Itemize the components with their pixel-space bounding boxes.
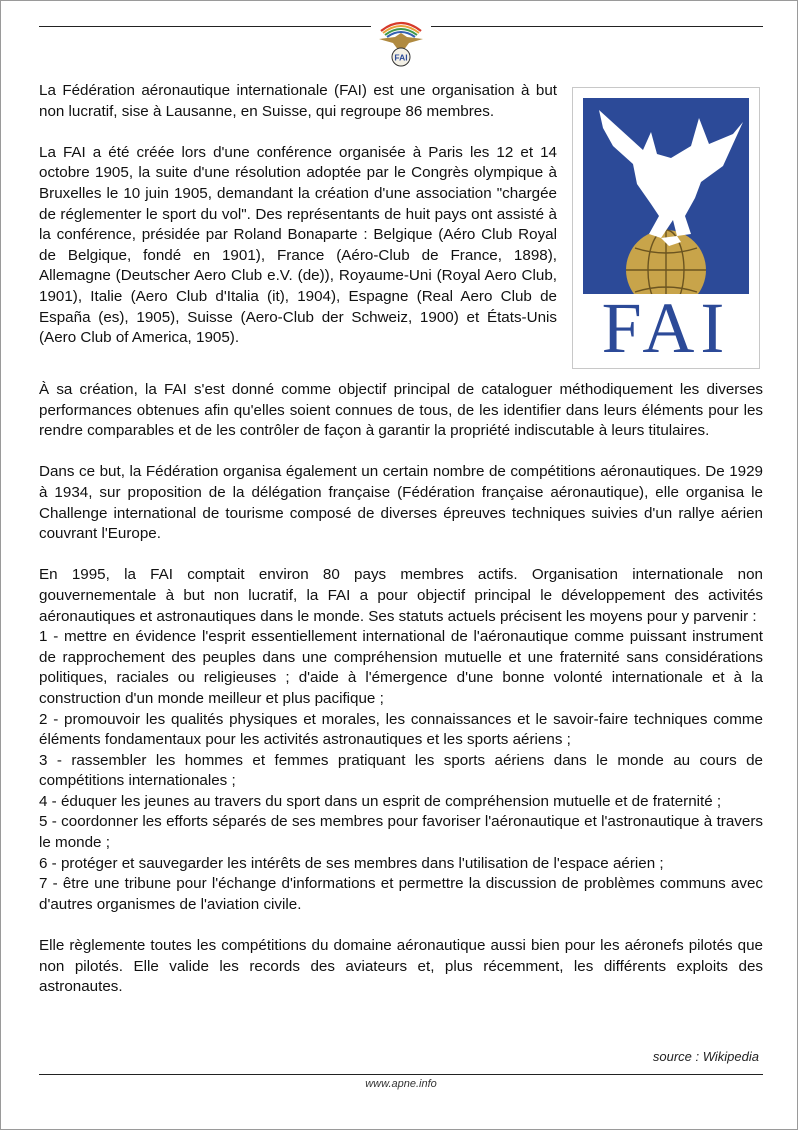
footer-rule [39,1074,763,1075]
paragraph-creation: À sa création, la FAI s'est donné comme objectif principal de cataloguer méthodiquement les diverses performances obtenues afin qu'elles soient connues de tous, de les identifier dans leurs éléments pour les rendre comparables et de les contrôler de façon à garantir la propriété indiscutable à leurs titulaires. [39,381,763,440]
paragraph-challenge: Dans ce but, la Fédération organisa également un certain nombre de compétitions aéronautiques. De 1929 à 1934, sur proposition de la délégation française (Fédération française aéronautique), elle organisa le Challenge international de tourisme composé de diverses épreuves techniques suivies d'un rallye aérien couvrant l'Europe. [39,463,763,543]
statute-item-2: 2 - promouvoir les qualités physiques et morales, les connaissances et le savoir-faire techniques comme éléments fondamentaux pour les activités astronautiques et les sports aériens ; [39,710,763,749]
fai-logo-graphic [573,88,759,368]
intro-section [39,81,557,349]
statute-item-1: 1 - mettre en évidence l'esprit essentiellement international de l'aéronautique comme puissant instrument de rapprochement des peuples dans une compréhension mutuelle et une fraternité sans considérations politiques, raciales ou religieuses ; d'aide à l'émergence d'une bonne volonté internationale et à la construction d'un monde meilleur et plus pacifique ; [39,628,763,707]
emblem-text: FAI [394,52,408,63]
paragraph-final: Elle règlemente toutes les compétitions du domaine aéronautique aussi bien pour les aéronefs pilotés que non pilotés. Elle valide les records des aviateurs et, plus récemment, les différents exploits des astronautes. [39,937,763,996]
statute-item-6: 6 - protéger et sauvegarder les intérêts de ses membres dans l'utilisation de l'espace aérien ; [39,854,664,872]
statute-item-4: 4 - éduquer les jeunes au travers du sport dans un esprit de compréhension mutuelle et de fraternité ; [39,792,722,810]
statute-item-7: 7 - être une tribune pour l'échange d'informations et permettre la discussion de problèmes communs avec d'autres organismes de l'aviation civile. [39,875,763,913]
paragraph-1995: En 1995, la FAI comptait environ 80 pays membres actifs. Organisation internationale non gouvernementale à but non lucratif, la FAI a pour objectif principal le développement des activités aéronautiques et astronautiques dans le monde. Ses statuts actuels précisent les moyens pour y parvenir : [39,566,763,625]
source-credit: source : Wikipedia [652,1049,759,1064]
fai-emblem-icon [373,17,429,67]
footer-url: www.apne.info [365,1078,437,1090]
header-rule-left [39,26,371,27]
body-section [39,380,763,998]
statute-item-3: 3 - rassembler les hommes et femmes pratiquant les sports aériens dans le monde au cours de compétitions internationales ; [39,751,763,790]
statute-item-5: 5 - coordonner les efforts séparés de ses membres pour favoriser l'aéronautique et l'astronautique à travers le monde ; [39,813,763,852]
fai-logo [572,87,760,369]
logo-text: FAI [601,288,731,368]
header-rule-right [431,26,763,27]
intro-paragraph-1: La Fédération aéronautique internationale (FAI) est une organisation à but non lucratif, sise à Lausanne, en Suisse, qui regroupe 86 membres. [39,82,557,120]
intro-paragraph-2: La FAI a été créée lors d'une conférence organisée à Paris les 12 et 14 octobre 1905, la suite d'une résolution adoptée par le Congrès olympique à Bruxelles le 10 juin 1905, demandant la création d'une association "chargée de réglementer le sport du vol". Des représentants de huit pays ont assisté à la conférence, présidée par Roland Bonaparte : Belgique (Aéro Club Royal de Belgique, fondé en 1901), France (Aéro-Club de France, 1898), Allemagne (Deutscher Aero Club e.V. (de)), Royaume-Uni (Royal Aero Club, 1901), Italie (Aero Club d'Italia (it), 1904), Espagne (Real Aero Club de España (es), 1905), Suisse (Aero-Club der Schweiz, 1900) et États-Unis (Aero Club of America, 1905). [39,143,557,347]
